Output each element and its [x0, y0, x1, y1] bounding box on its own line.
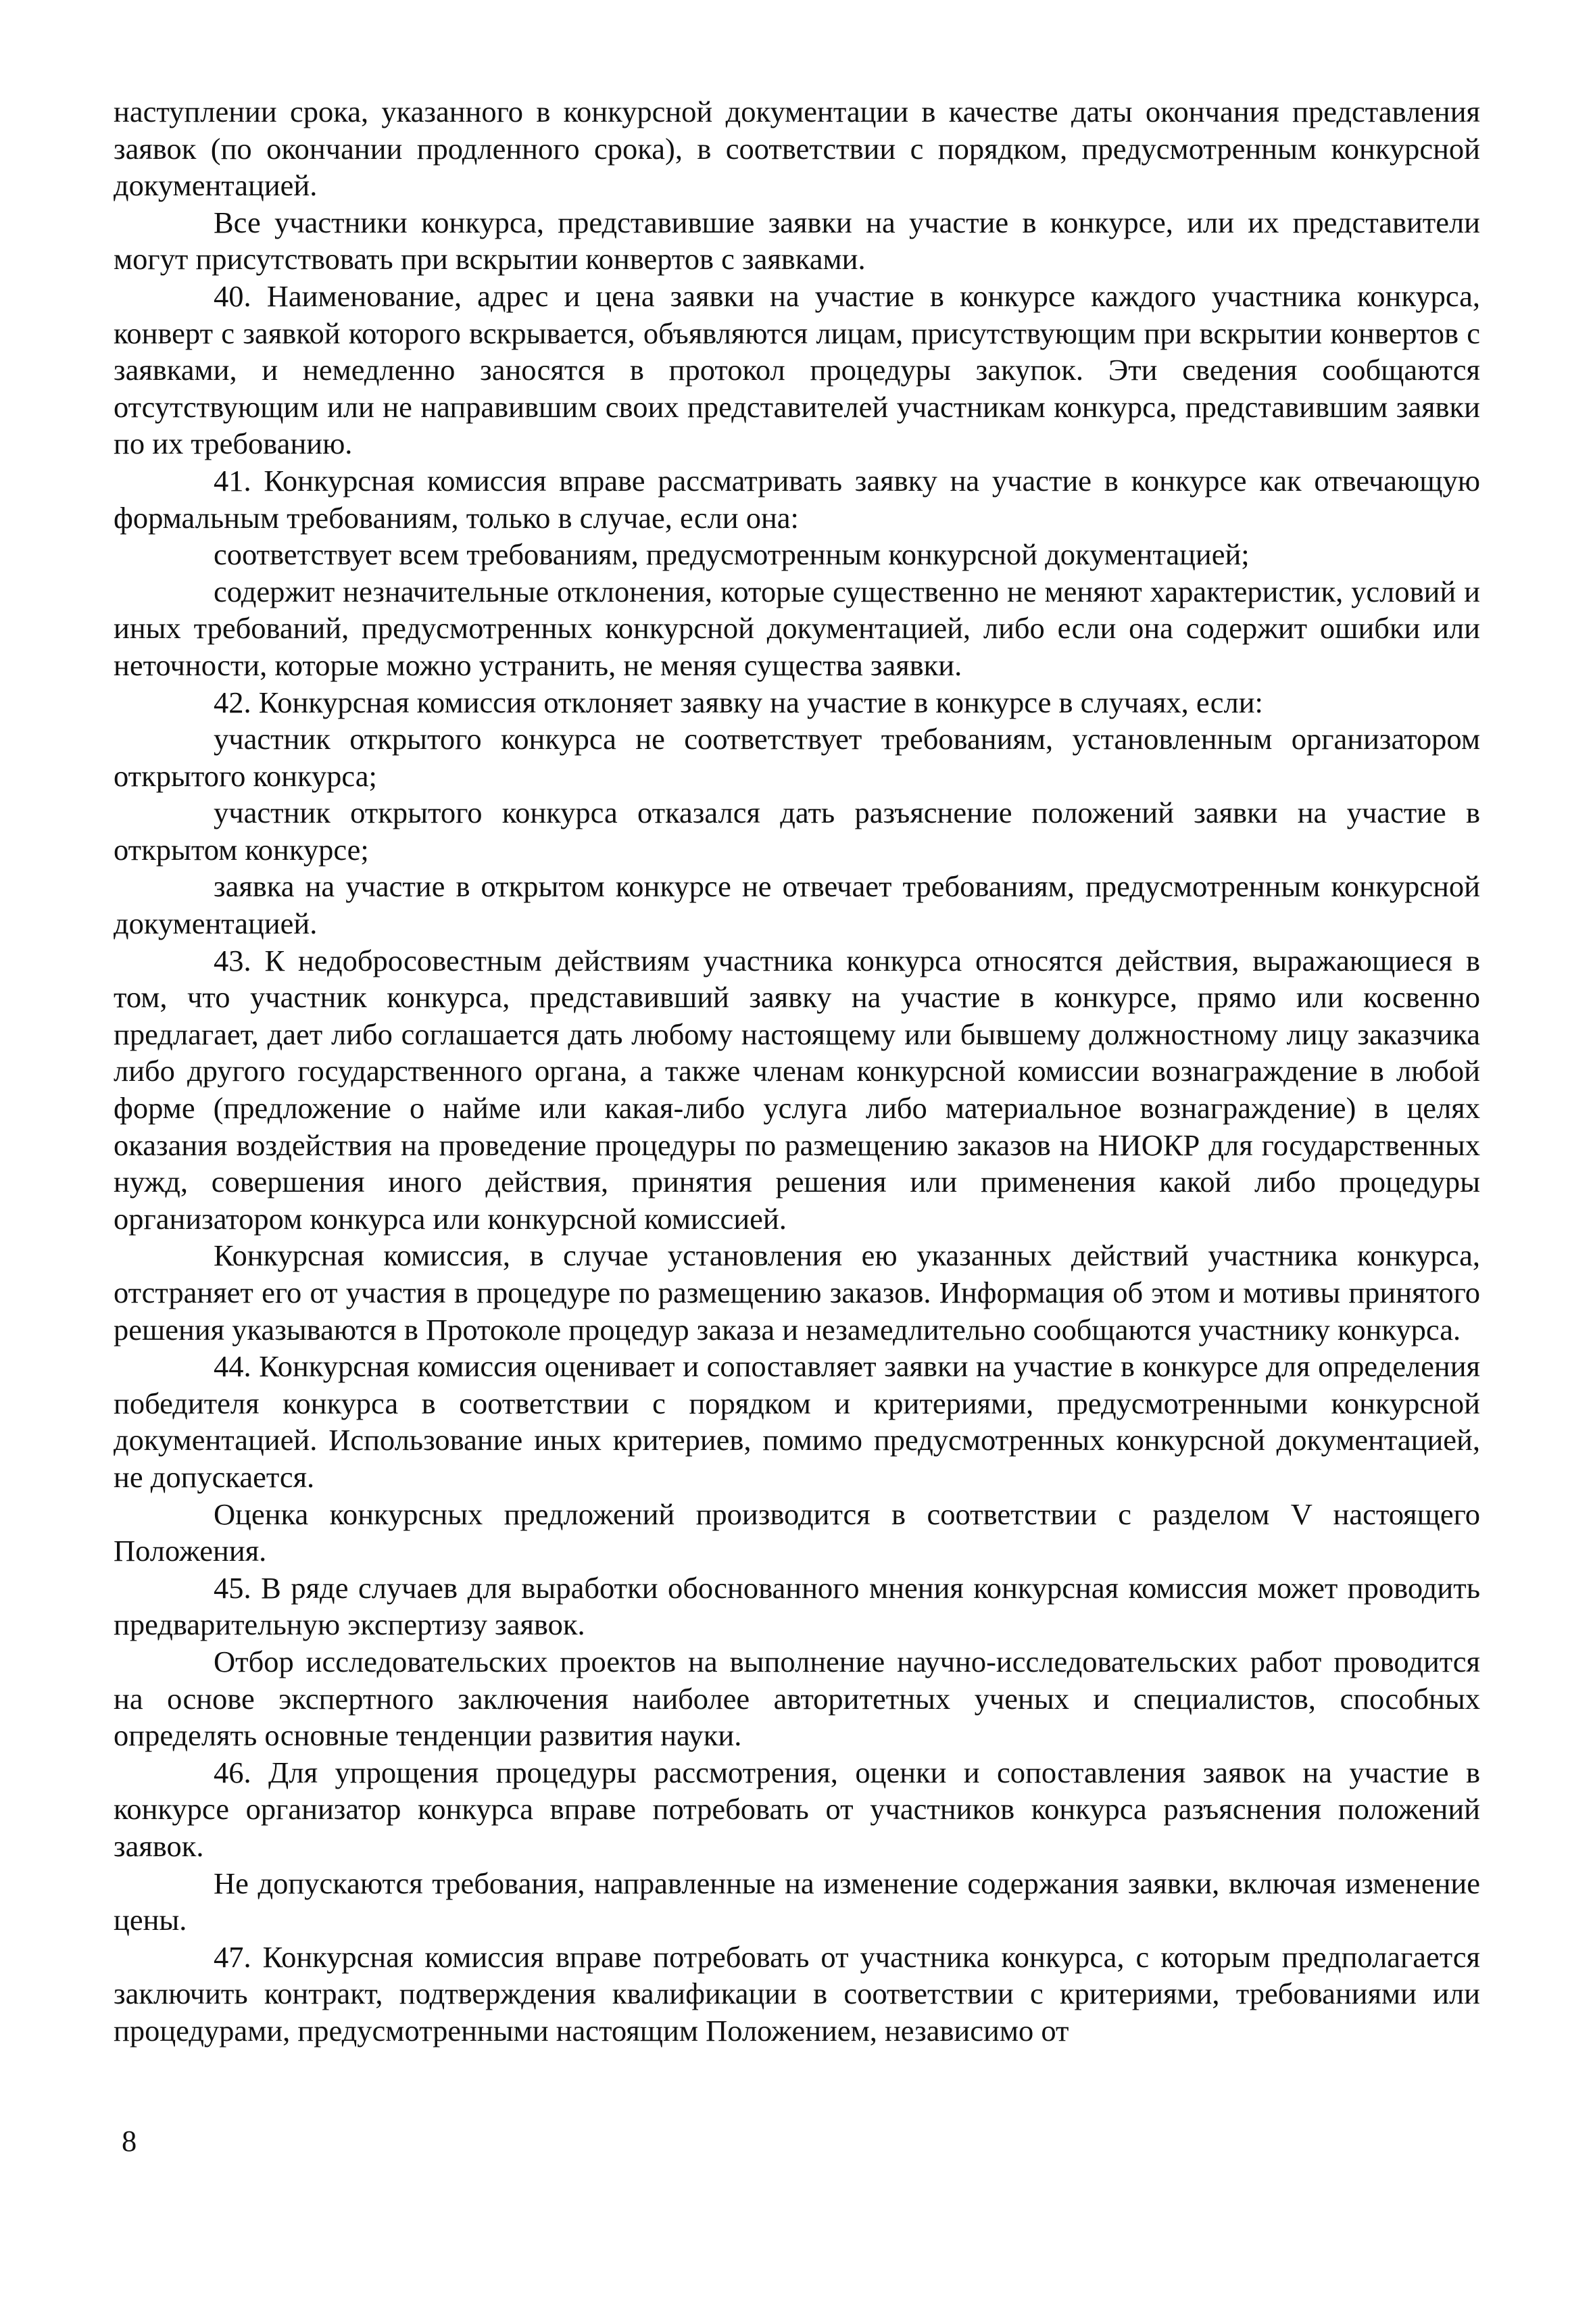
paragraph-item-45: 45. В ряде случаев для выработки обоснованного мнения конкурсная комиссия может проводить предварительную экспертизу заявок. — [114, 1570, 1480, 1642]
paragraph: заявка на участие в открытом конкурсе не отвечает требованиям, предусмотренным конкурсной документацией. — [114, 869, 1480, 941]
paragraph: участник открытого конкурса отказался дать разъяснение положений заявки на участие в открытом конкурсе; — [114, 796, 1480, 867]
page-number: 8 — [122, 2124, 137, 2158]
paragraph-item-43: 43. К недобросовестным действиям участника конкурса относятся действия, выражающиеся в том, что участник конкурса, представивший заявку на участие в конкурсе, прямо или косвенно предлагает, дает либо соглашается дать любому настоящему или бывшему должностному лицу заказчика либо другого государственного органа, а также членам конкурсной комиссии вознаграждение в любой форме (предложение о найме или какая-либо услуга либо материальное вознаграждение) в целях оказания воздействия на проведение процедуры по размещению заказов на НИОКР для государственных нужд, совершения иного действия, принятия решения или применения какой либо процедуры организатором конкурса или конкурсной комиссией. — [114, 943, 1480, 1236]
paragraph: Не допускаются требования, направленные на изменение содержания заявки, включая изменение цены. — [114, 1866, 1480, 1937]
paragraph: соответствует всем требованиям, предусмотренным конкурсной документацией; — [214, 537, 1250, 572]
paragraph: содержит незначительные отклонения, которые существенно не меняют характеристик, условий и иных требований, предусмотренных конкурсной документацией, либо если она содержит ошибки или неточности, которые можно устранить, не меняя существа заявки. — [114, 574, 1480, 682]
paragraph: Оценка конкурсных предложений производится в соответствии с разделом V настоящего Положения. — [114, 1497, 1480, 1568]
paragraph-item-44: 44. Конкурсная комиссия оценивает и сопоставляет заявки на участие в конкурсе для определения победителя конкурса в соответствии с порядком и критериями, предусмотренными конкурсной документацией. Использование иных критериев, помимо предусмотренных конкурсной документацией, не допускается. — [114, 1349, 1480, 1494]
document-body — [114, 93, 1480, 2049]
paragraph-item-40: 40. Наименование, адрес и цена заявки на участие в конкурсе каждого участника конкурса, конверт с заявкой которого вскрывается, объявляются лицам, присутствующим при вскрытии конвертов с заявками, и немедленно заносятся в протокол процедуры закупок. Эти сведения сообщаются отсутствующим или не направившим своих представителей участникам конкурса, представившим заявки по их требованию. — [114, 279, 1480, 461]
paragraph: Все участники конкурса, представившие заявки на участие в конкурсе, или их представители могут присутствовать при вскрытии конвертов с заявками. — [114, 205, 1480, 276]
paragraph-item-47: 47. Конкурсная комиссия вправе потребовать от участника конкурса, с которым предполагается заключить контракт, подтверждения квалификации в соответствии с критериями, требованиями или процедурами, предусмотренными настоящим Положением, независимо от — [114, 1939, 1480, 2048]
paragraph-item-42: 42. Конкурсная комиссия отклоняет заявку на участие в конкурсе в случаях, если: — [214, 685, 1263, 719]
paragraph: Отбор исследовательских проектов на выполнение научно-исследовательских работ проводится на основе экспертного заключения наиболее авторитетных ученых и специалистов, способных определять основные тенденции развития науки. — [114, 1644, 1480, 1753]
paragraph: наступлении срока, указанного в конкурсной документации в качестве даты окончания представления заявок (по окончании продленного срока), в соответствии с порядком, предусмотренным конкурсной документацией. — [114, 95, 1480, 203]
paragraph: Конкурсная комиссия, в случае установления ею указанных действий участника конкурса, отстраняет его от участия в процедуре по размещению заказов. Информация об этом и мотивы принятого решения указываются в Протоколе процедур заказа и незамедлительно сообщаются участнику конкурса. — [114, 1238, 1480, 1347]
paragraph-item-41: 41. Конкурсная комиссия вправе рассматривать заявку на участие в конкурсе как отвечающую формальным требованиям, только в случае, если она: — [114, 463, 1480, 535]
paragraph: участник открытого конкурса не соответствует требованиям, установленным организатором открытого конкурса; — [114, 722, 1480, 793]
paragraph-item-46: 46. Для упрощения процедуры рассмотрения, оценки и сопоставления заявок на участие в конкурсе организатор конкурса вправе потребовать от участников конкурса разъяснения положений заявок. — [114, 1755, 1480, 1863]
